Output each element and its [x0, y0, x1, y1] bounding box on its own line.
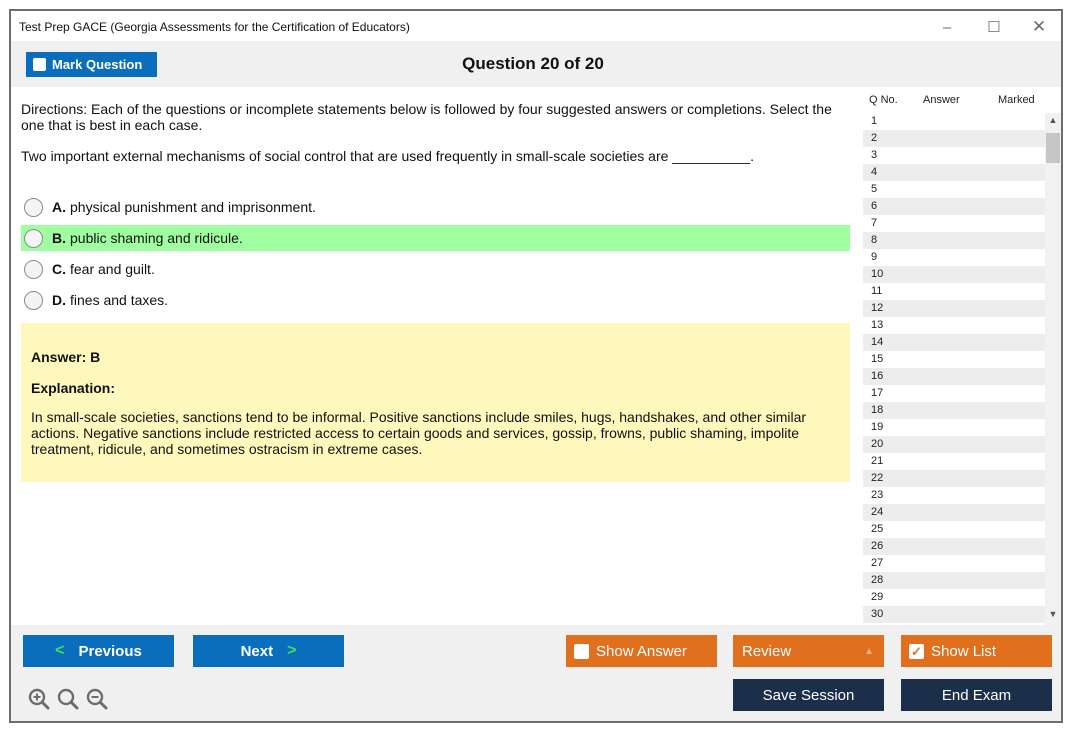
question-list-row[interactable]: 27 [871, 557, 884, 569]
option-d-letter: D. [52, 292, 66, 308]
question-list-row[interactable]: 9 [871, 251, 878, 263]
option-b-letter: B. [52, 230, 66, 246]
app-window [9, 9, 1063, 723]
question-list-row[interactable]: 18 [863, 402, 1045, 419]
option-d-text: fines and taxes. [70, 292, 169, 308]
question-panel [11, 87, 861, 625]
top-toolbar [11, 41, 1061, 87]
option-b[interactable] [21, 225, 850, 251]
review-dropdown[interactable] [733, 635, 884, 667]
previous-label: Previous [78, 642, 142, 660]
close-button[interactable]: ✕ [1031, 17, 1047, 36]
show-answer-button[interactable] [566, 635, 717, 667]
maximize-button[interactable]: ☐ [987, 19, 1001, 36]
qno-column-header: Q No. [869, 94, 898, 106]
option-b-radio[interactable] [24, 229, 43, 248]
answer-explanation-box [21, 323, 850, 482]
option-a-radio[interactable] [24, 198, 43, 217]
question-list-rows [863, 113, 1045, 625]
question-list-row[interactable]: 29 [871, 591, 884, 603]
footer-bar [11, 625, 1061, 723]
question-list-row[interactable]: 23 [871, 489, 884, 501]
question-list-row[interactable]: 13 [871, 319, 884, 331]
scroll-up-arrow-icon[interactable]: ▲ [1048, 115, 1058, 125]
review-label: Review [742, 642, 792, 660]
question-list-row[interactable]: 4 [863, 164, 1045, 181]
question-list-row[interactable]: 6 [863, 198, 1045, 215]
option-a-text: physical punishment and imprisonment. [70, 199, 316, 215]
question-list-row[interactable]: 17 [871, 387, 884, 399]
question-header: Question 20 of 20 [462, 54, 604, 73]
question-list-row[interactable]: 25 [871, 523, 884, 535]
question-list-row[interactable]: 24 [863, 504, 1045, 521]
question-list-row[interactable]: 28 [863, 572, 1045, 589]
zoom-out-icon[interactable] [85, 687, 109, 711]
option-d-radio[interactable] [24, 291, 43, 310]
question-list-row[interactable]: 21 [871, 455, 884, 467]
question-list-scrollbar[interactable] [1045, 113, 1061, 625]
answer-column-header: Answer [923, 94, 960, 106]
option-c-letter: C. [52, 261, 66, 277]
question-list-panel [863, 87, 1061, 625]
next-label: Next [240, 642, 274, 660]
question-stem: Two important external mechanisms of social control that are used frequently in small-scale societies are __________. [21, 148, 755, 164]
question-list-header [863, 87, 1061, 113]
question-list-row[interactable]: 30 [863, 606, 1045, 623]
mark-question-label: Mark Question [52, 57, 143, 72]
chevron-right-icon: > [287, 642, 297, 659]
checkmark-icon[interactable]: ✓ [909, 644, 924, 659]
question-list-row[interactable]: 7 [871, 217, 878, 229]
mark-question-button[interactable] [26, 52, 157, 77]
explanation-text: In small-scale societies, sanctions tend to be informal. Positive sanctions include smiles, hugs, handshakes, and other similar actions. Negative sanctions include restricted access to certain goods and services, gossip, frowns, public shaming, impolite treatment, ridicule, and sometimes ostracism in extreme cases. [31, 409, 807, 457]
minimize-button[interactable]: – [942, 18, 952, 36]
scroll-down-arrow-icon[interactable]: ▼ [1048, 609, 1058, 619]
previous-button[interactable] [23, 635, 174, 667]
question-list-row[interactable]: 8 [863, 232, 1045, 249]
zoom-in-icon[interactable] [27, 687, 51, 711]
chevron-left-icon: < [55, 642, 65, 659]
scroll-thumb[interactable] [1046, 133, 1060, 163]
end-exam-button[interactable]: End Exam [901, 679, 1052, 711]
option-a[interactable] [21, 194, 850, 220]
directions-text: Directions: Each of the questions or incomplete statements below is followed by four suggested answers or completions. Select the one that is best in each case. [21, 101, 832, 133]
magnifier-icon[interactable] [56, 687, 80, 711]
question-list-row[interactable]: 26 [863, 538, 1045, 555]
window-title: Test Prep GACE (Georgia Assessments for the Certification of Educators) [19, 20, 410, 34]
question-list-row[interactable]: 16 [863, 368, 1045, 385]
save-session-button[interactable]: Save Session [733, 679, 884, 711]
question-list-row[interactable]: 14 [863, 334, 1045, 351]
next-button[interactable] [193, 635, 344, 667]
show-list-label: Show List [931, 642, 997, 660]
dropdown-arrow-icon: ▲ [864, 645, 874, 657]
option-c[interactable] [21, 256, 850, 282]
question-list-row[interactable]: 5 [871, 183, 878, 195]
mark-question-checkbox[interactable] [33, 58, 46, 71]
show-answer-checkbox[interactable] [574, 644, 589, 659]
question-list-row[interactable]: 11 [871, 285, 883, 297]
show-answer-label: Show Answer [596, 642, 687, 660]
option-b-text: public shaming and ridicule. [70, 230, 243, 246]
question-list-row[interactable]: 15 [871, 353, 884, 365]
answer-line: Answer: B [31, 349, 101, 365]
question-list-row[interactable]: 2 [863, 130, 1045, 147]
question-list-row[interactable]: 12 [863, 300, 1045, 317]
question-list-row[interactable]: 20 [863, 436, 1045, 453]
question-list-row[interactable]: 1 [871, 115, 878, 127]
marked-column-header: Marked [998, 94, 1035, 106]
explanation-label: Explanation: [31, 380, 116, 396]
option-c-text: fear and guilt. [70, 261, 155, 277]
option-c-radio[interactable] [24, 260, 43, 279]
option-a-letter: A. [52, 199, 66, 215]
title-bar [11, 11, 1061, 41]
question-list-row[interactable]: 22 [863, 470, 1045, 487]
question-list-row[interactable]: 10 [863, 266, 1045, 283]
question-list-row[interactable]: 3 [871, 149, 878, 161]
option-d[interactable] [21, 287, 850, 313]
question-list-row[interactable]: 19 [871, 421, 884, 433]
show-list-button[interactable] [901, 635, 1052, 667]
